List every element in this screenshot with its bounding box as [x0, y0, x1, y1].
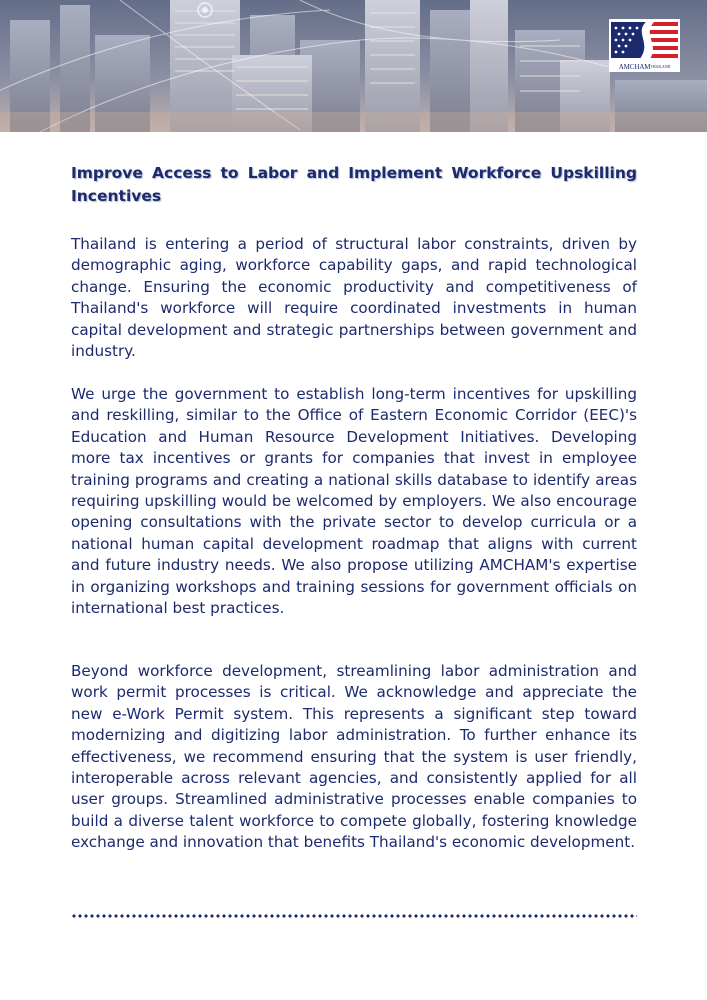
- header-banner: [0, 0, 707, 132]
- logo-text-main: AMCHAM: [618, 63, 651, 71]
- paragraph-1: Thailand is entering a period of structural labor constraints, driven by demographic aging, workforce capability gaps, and rapid technological change. Ensuring the economic productivity and competitiveness of Thailand's workforce will require coordinated investments in human capital development and strategic partnerships between government and industry.: [71, 235, 637, 361]
- flag-emblem-icon: [609, 19, 680, 62]
- logo-text-sub: THAILAND: [650, 64, 671, 69]
- paragraph-2: We urge the government to establish long-term incentives for upskilling and reskilling, similar to the Office of Eastern Economic Corridor (EEC)'s Education and Human Resource Development Initiatives. Developing more tax incentives or grants for companies that invest in employee training programs and creating a national skills database to identify areas requiring upskilling would be welcomed by employers. We also encourage opening consultations with the private sector to develop curricula or a national human capital development roadmap that aligns with current and future industry needs. We also propose utilizing AMCHAM's expertise in organizing workshops and training sessions for government officials on international best practices.: [71, 385, 637, 618]
- article-title: Improve Access to Labor and Implement Workforce Upskilling Incentives: [71, 164, 637, 205]
- dotted-divider: [71, 914, 637, 918]
- amcham-logo: [609, 19, 680, 72]
- paragraph-3: Beyond workforce development, streamlining labor administration and work permit processes is critical. We acknowledge and appreciate the new e-Work Permit system. This represents a significant step toward modernizing and digitizing labor administration. To further enhance its effectiveness, we recommend ensuring that the system is user friendly, interoperable across relevant agencies, and consistently applied for all user groups. Streamlined administrative processes enable companies to build a diverse talent workforce to compete globally, fostering knowledge exchange and innovation that benefits Thailand's economic development.: [71, 662, 637, 852]
- city-skyline-image: [0, 0, 707, 132]
- logo-wordmark: [609, 62, 680, 71]
